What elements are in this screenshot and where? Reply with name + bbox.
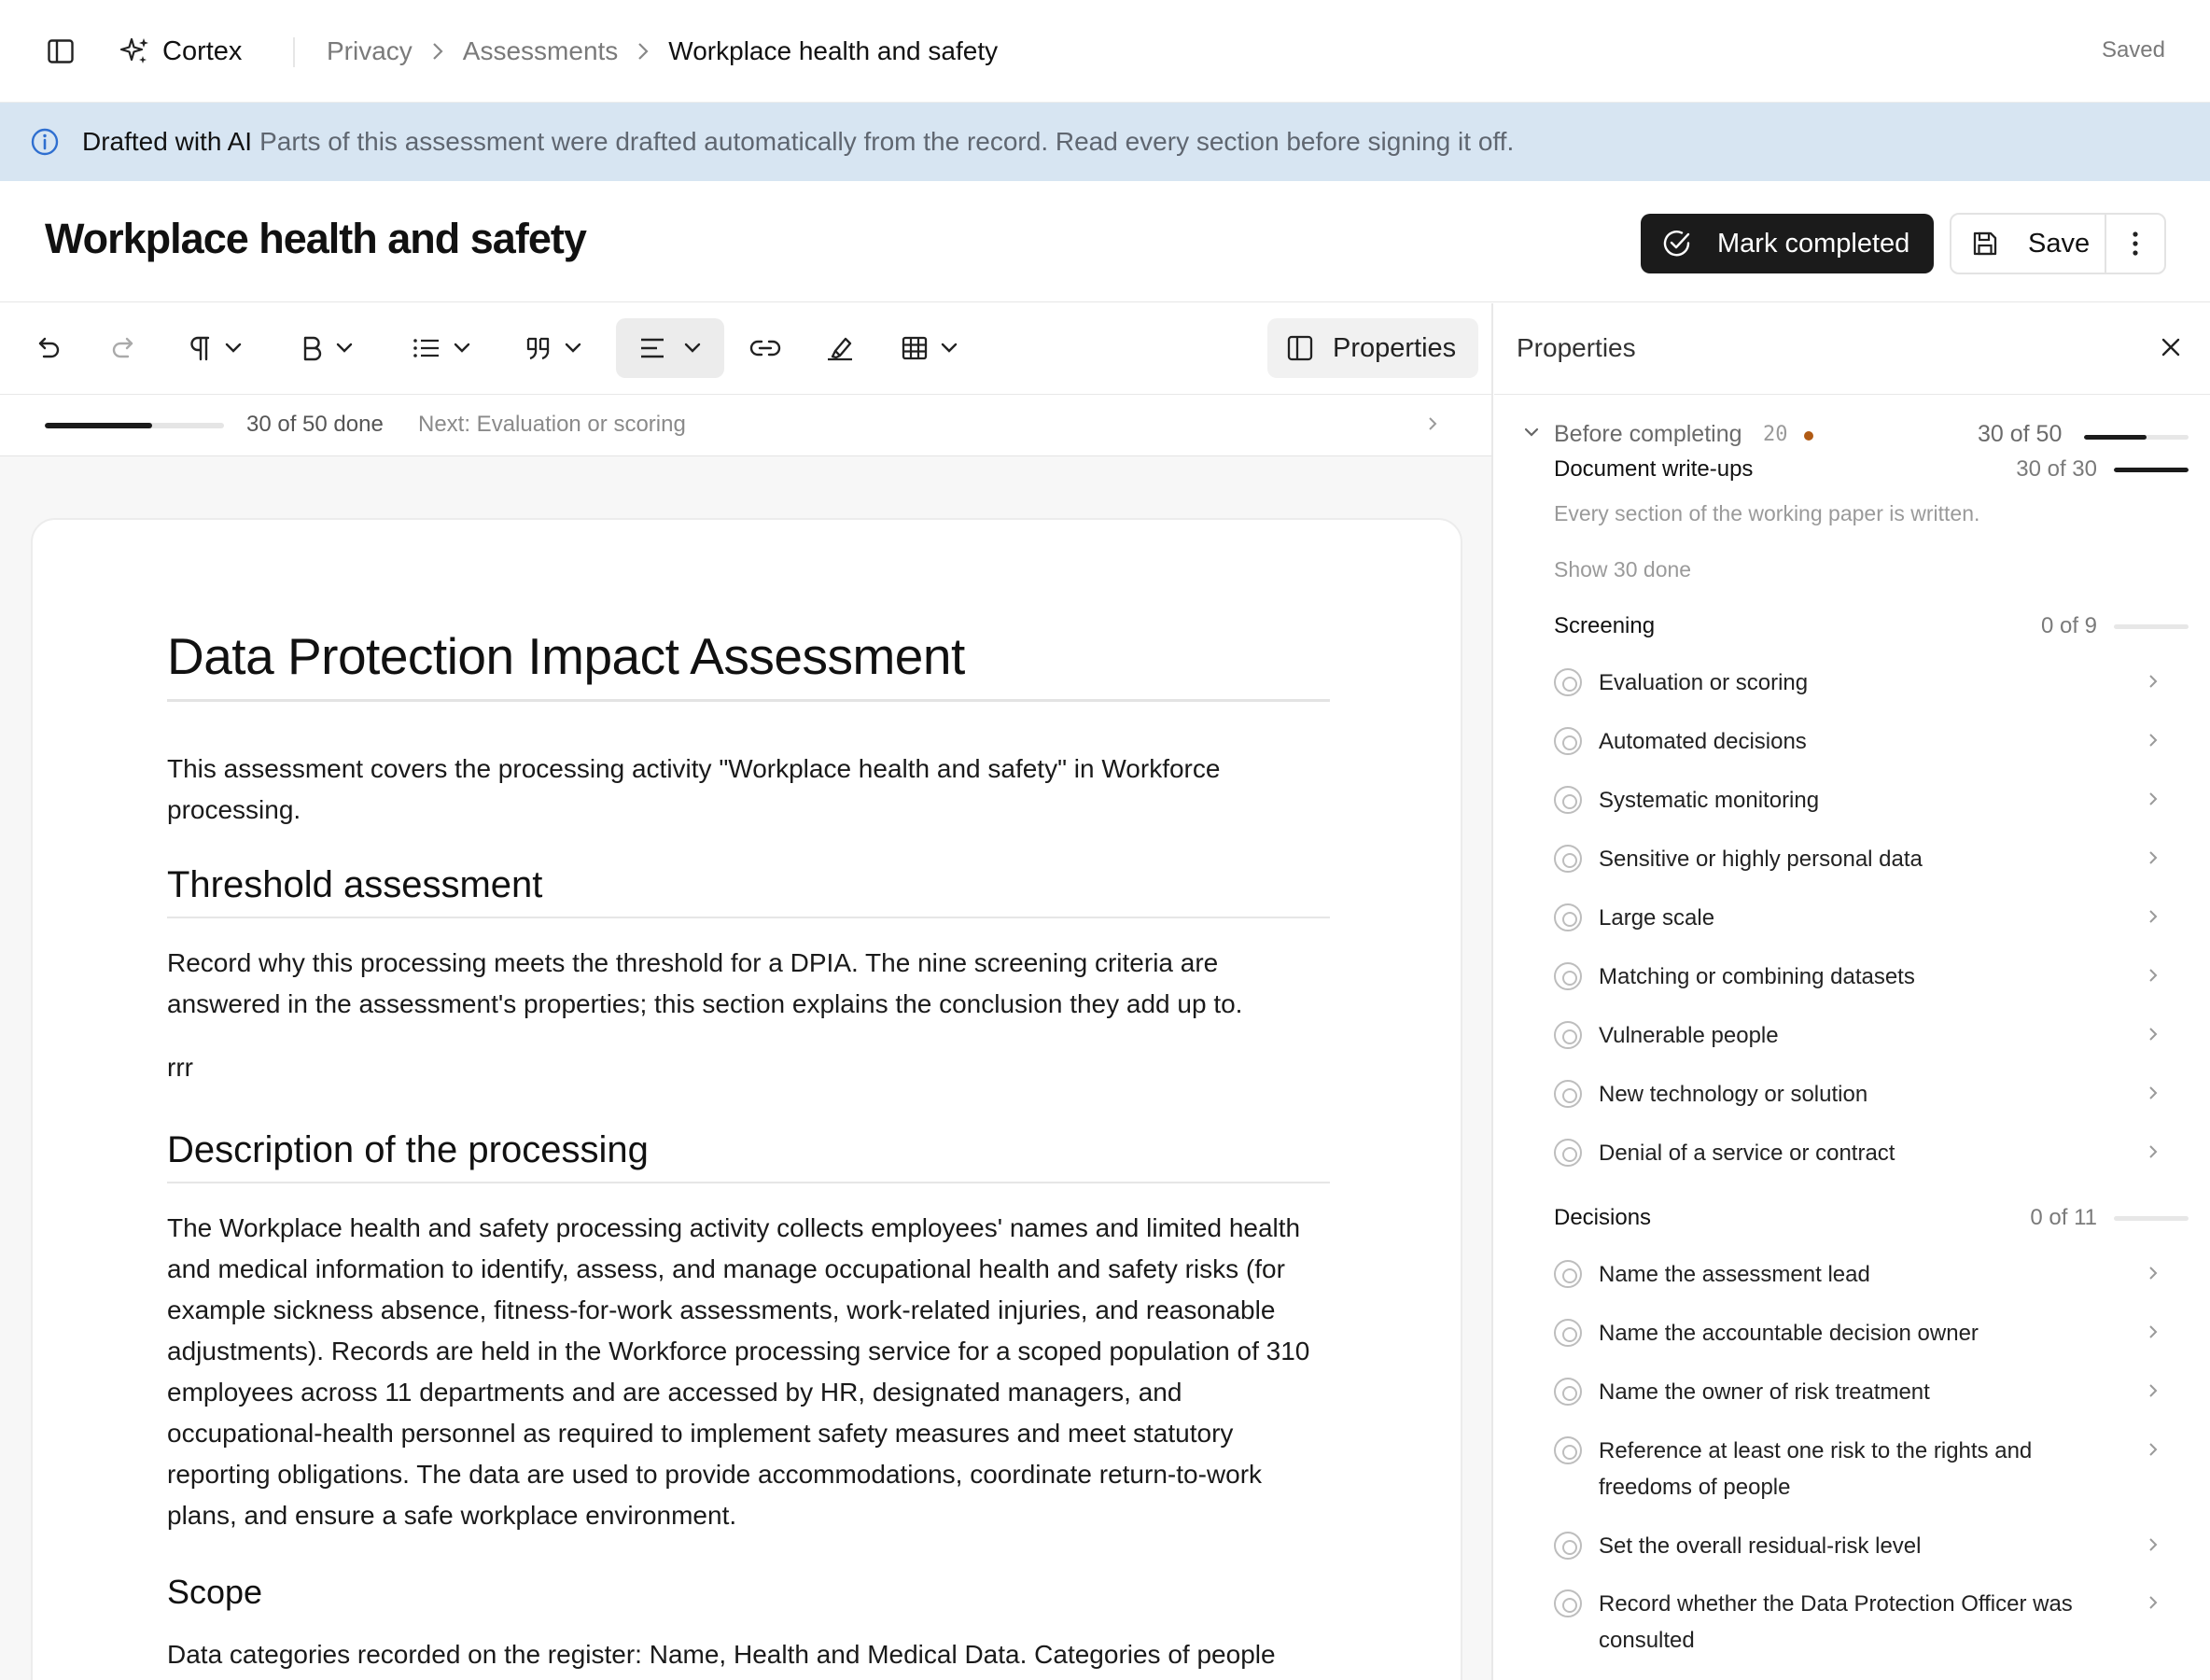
mark-completed-button[interactable] [1641, 214, 1934, 273]
checklist-item-label: Name the assessment lead [1599, 1262, 1870, 1287]
checklist-item-label: Reference at least one risk to the rights and freedoms of people [1599, 1438, 2033, 1500]
properties-header [1494, 303, 2210, 395]
panel-right-icon [1286, 332, 1318, 364]
list-dropdown[interactable] [405, 318, 478, 378]
check-circle-icon [1661, 227, 1695, 260]
chevron-right-icon [2147, 1084, 2159, 1102]
close-icon[interactable] [2157, 333, 2185, 361]
breadcrumb-privacy[interactable]: Privacy [327, 36, 413, 65]
group-progress-fill [2084, 435, 2147, 440]
screening-count: 0 of 9 [2040, 613, 2097, 638]
group-count: 30 of 50 [1978, 421, 2063, 447]
chevron-right-icon [2147, 1142, 2159, 1161]
write-ups-progress-fill [2114, 468, 2189, 472]
document-card [31, 518, 1462, 1680]
decisions-progress-bar [2114, 1216, 2189, 1221]
bold-icon [300, 334, 324, 362]
table-icon [901, 334, 929, 362]
checklist-item-label: Vulnerable people [1599, 1023, 1779, 1048]
checklist-item-label: Automated decisions [1599, 729, 1807, 754]
properties-panel [1494, 303, 2210, 1680]
group-title: Before completing [1554, 421, 1742, 447]
more-options-button[interactable] [2106, 215, 2164, 273]
pilcrow-icon [189, 334, 213, 362]
chevron-right-icon [636, 41, 650, 62]
save-status: Saved [2101, 37, 2165, 63]
chevron-right-icon [2147, 790, 2159, 808]
highlighter-icon [825, 334, 855, 362]
info-icon [30, 126, 62, 158]
editor-pane [0, 303, 1493, 1680]
chevron-right-icon [2147, 907, 2159, 926]
save-button[interactable] [1951, 215, 2106, 273]
save-label: Save [2028, 228, 2091, 259]
group-progress-bar [2084, 435, 2189, 440]
write-ups-count: 30 of 30 [2016, 456, 2097, 482]
section-paragraph: rrr [167, 1052, 193, 1082]
section-heading: Scope [167, 1572, 263, 1611]
chevron-down-icon [335, 342, 354, 355]
list-icon [412, 334, 441, 362]
write-ups-title: Document write-ups [1554, 456, 1754, 482]
redo-button[interactable] [103, 318, 144, 378]
chevron-right-icon [1426, 413, 1439, 434]
properties-toggle-label: Properties [1333, 332, 1457, 363]
chevron-right-icon [431, 41, 444, 62]
status-circle-icon [1554, 727, 1582, 755]
status-circle-icon [1554, 1080, 1582, 1108]
section-paragraph: The Workplace health and safety processing activity collects employees' names and limited health and medical information to identify, assess, and manage occupational health and safety risks (for example sickness absence, fitness-for-work assessments, work-related injuries, and reasonable adjustments). Records are held in the Workforce processing service for a scoped population of 310 employees across 11 departments and are accessed by HR, designated managers, and occupational-health personnel as required to implement safety measures and meet statutory reporting obligations. The data are used to provide accommodations, coordinate return-to-work plans, and ensure a safe workplace environment. [167, 1212, 1310, 1530]
chevron-down-icon [224, 342, 243, 355]
top-bar [0, 0, 2210, 103]
properties-toggle-button[interactable] [1267, 318, 1478, 378]
floppy-disk-icon [1970, 228, 2002, 259]
chevron-down-icon [1522, 427, 1541, 440]
table-dropdown[interactable] [898, 318, 961, 378]
document-intro: This assessment covers the processing activity "Workplace health and safety" in Workforce processing. [167, 753, 1221, 824]
group-badge: 20 [1763, 423, 1788, 446]
status-circle-icon [1554, 845, 1582, 873]
write-ups-description: Every section of the working paper is written. [1554, 501, 1980, 525]
section-paragraph: Data categories recorded on the register: Name, Health and Medical Data. Categories of people [167, 1640, 1276, 1670]
page-header [0, 181, 2210, 302]
checklist-item-label: Evaluation or scoring [1599, 670, 1809, 695]
app-logo[interactable] [119, 28, 242, 75]
divider [293, 37, 295, 67]
next-item: Next: Evaluation or scoring [418, 412, 686, 437]
checklist-item-label: New technology or solution [1599, 1082, 1868, 1107]
chevron-down-icon [453, 342, 471, 355]
undo-button[interactable] [28, 318, 69, 378]
status-dot [1804, 431, 1813, 441]
checklist-item-label: Sensitive or highly personal data [1599, 847, 1923, 872]
breadcrumb-current: Workplace health and safety [668, 36, 999, 65]
chevron-right-icon [2147, 1264, 2159, 1282]
kebab-menu-icon [2132, 230, 2139, 258]
ai-draft-banner [0, 103, 2210, 181]
show-done-link[interactable]: Show 30 done [1554, 557, 1692, 581]
chevron-right-icon [2147, 848, 2159, 867]
save-button-group [1950, 213, 2166, 274]
screening-title: Screening [1554, 613, 1656, 638]
status-circle-icon [1554, 962, 1582, 990]
progress-fill [45, 423, 152, 428]
undo-icon [35, 334, 63, 362]
screening-progress-bar [2114, 624, 2189, 629]
progress-row[interactable] [0, 395, 1491, 456]
properties-title: Properties [1517, 333, 1636, 362]
status-circle-icon [1554, 1378, 1582, 1406]
chevron-right-icon [2147, 1381, 2159, 1400]
chevron-down-icon [940, 342, 958, 355]
chevron-right-icon [2147, 1323, 2159, 1341]
chevron-right-icon [2147, 1025, 2159, 1043]
document-body[interactable] [167, 627, 1330, 1680]
align-left-icon [638, 334, 666, 362]
checklist-item-label: Name the accountable decision owner [1599, 1321, 1979, 1346]
chevron-down-icon [564, 342, 582, 355]
sparkles-icon [119, 35, 151, 67]
chevron-down-icon [683, 342, 702, 355]
status-circle-icon [1554, 903, 1582, 931]
status-circle-icon [1554, 1319, 1582, 1347]
status-circle-icon [1554, 668, 1582, 696]
document-title: Data Protection Impact Assessment [167, 630, 1330, 702]
banner-title: Drafted with AI [82, 127, 253, 156]
checklist-item-label: Systematic monitoring [1599, 788, 1820, 813]
paragraph-style-dropdown[interactable] [181, 318, 250, 378]
decisions-title: Decisions [1554, 1205, 1652, 1230]
progress-count: 30 of 50 done [246, 412, 384, 437]
chevron-right-icon [2147, 1440, 2159, 1459]
redo-icon [109, 334, 137, 362]
checklist-item-label: Matching or combining datasets [1599, 964, 1915, 989]
section-heading: Threshold assessment [167, 864, 1330, 918]
decisions-count: 0 of 11 [2030, 1205, 2097, 1230]
section-heading: Description of the processing [167, 1129, 1330, 1183]
status-circle-icon [1554, 1436, 1582, 1464]
status-circle-icon [1554, 1139, 1582, 1167]
status-circle-icon [1554, 1021, 1582, 1049]
page-title: Workplace health and safety [45, 215, 586, 262]
checklist-item-label: Name the owner of risk treatment [1599, 1379, 1930, 1405]
quote-dropdown[interactable] [521, 318, 586, 378]
status-circle-icon [1554, 1260, 1582, 1288]
sidebar-toggle-icon[interactable] [41, 32, 80, 71]
alignment-dropdown[interactable] [616, 318, 724, 378]
link-icon [749, 337, 781, 359]
status-circle-icon [1554, 1532, 1582, 1560]
before-completing-group[interactable] [1494, 417, 2210, 455]
chevron-right-icon [2147, 731, 2159, 749]
app-name: Cortex [162, 35, 243, 66]
quote-icon [525, 334, 552, 362]
checklist-item-label: Set the overall residual-risk level [1599, 1533, 1922, 1559]
checklist-item-label: Large scale [1599, 905, 1715, 931]
checklist-item-label: Record whether the Data Protection Officer was consulted [1599, 1591, 2073, 1653]
chevron-right-icon [2147, 672, 2159, 691]
section-paragraph: Record why this processing meets the threshold for a DPIA. The nine screening criteria are answered in the assessment's properties; this section explains the conclusion they add up to. [167, 947, 1243, 1018]
breadcrumb [327, 28, 998, 75]
editor-toolbar [0, 303, 1491, 395]
progress-bar [45, 423, 224, 428]
status-circle-icon [1554, 1589, 1582, 1617]
banner-text: Parts of this assessment were drafted automatically from the record. Read every section before signing it off. [259, 127, 1515, 156]
chevron-right-icon [2147, 1535, 2159, 1554]
checklist-item-label: Denial of a service or contract [1599, 1141, 1895, 1166]
link-button[interactable] [747, 318, 784, 378]
write-ups-progress-bar [2114, 468, 2189, 472]
breadcrumb-assessments[interactable]: Assessments [462, 36, 619, 65]
text-format-dropdown[interactable] [293, 318, 360, 378]
highlight-button[interactable] [821, 318, 859, 378]
chevron-right-icon [2147, 966, 2159, 985]
status-circle-icon [1554, 786, 1582, 814]
chevron-right-icon [2147, 1593, 2159, 1612]
mark-completed-label: Mark completed [1717, 228, 1910, 259]
